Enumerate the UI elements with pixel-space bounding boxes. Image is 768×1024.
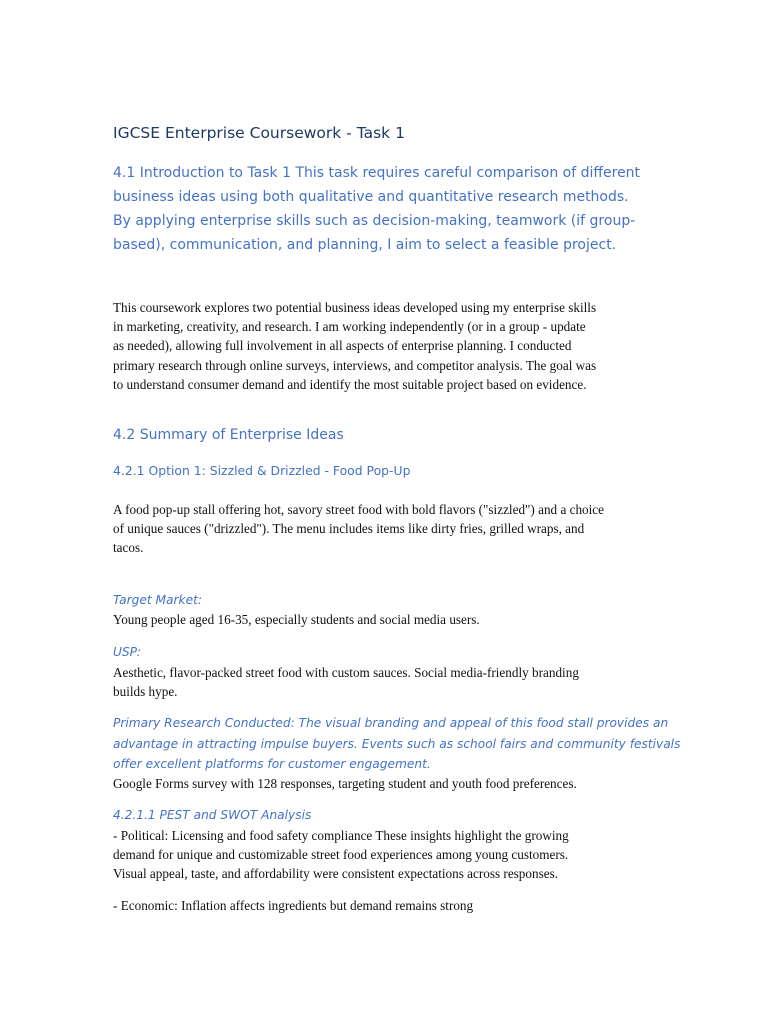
label-text: USP: <box>113 645 141 659</box>
label-line: Primary Research Conducted: The visual branding and appeal of this food stall provides an <box>113 716 669 730</box>
intro-heading-line: By applying enterprise skills such as decision-making, teamwork (if group- <box>113 213 636 229</box>
target-market-text <box>113 610 658 629</box>
label-line: offer excellent platforms for customer engagement. <box>113 757 431 771</box>
paragraph-line: to understand consumer demand and identify the most suitable project based on evidence. <box>113 376 587 392</box>
paragraph-line: A food pop-up stall offering hot, savory street food with bold flavors ("sizzled") and a choice <box>113 502 605 517</box>
paragraph-line: Visual appeal, taste, and affordability were consistent expectations across responses. <box>113 866 558 882</box>
paragraph-line: demand for unique and customizable street food experiences among young customers. <box>113 847 569 863</box>
paragraph-line: This coursework explores two potential business ideas developed using my enterprise skills <box>113 300 597 315</box>
intro-heading-line: 4.1 Introduction to Task 1 This task requires careful comparison of different <box>113 165 641 181</box>
intro-paragraph <box>113 298 658 394</box>
paragraph-line: as needed), allowing full involvement in all aspects of enterprise planning. I conducted <box>113 338 572 354</box>
section-heading: 4.2 Summary of Enterprise Ideas <box>113 427 344 443</box>
paragraph-line: Young people aged 16-35, especially students and social media users. <box>113 612 480 627</box>
label-text: Target Market: <box>113 593 202 607</box>
intro-heading-line: based), communication, and planning, I aim to select a feasible project. <box>113 237 617 253</box>
option-heading: 4.2.1 Option 1: Sizzled & Drizzled - Food Pop-Up <box>113 463 411 478</box>
usp-label <box>113 642 141 663</box>
paragraph-line: tacos. <box>113 540 144 556</box>
paragraph-line: builds hype. <box>113 684 178 700</box>
paragraph-line: - Economic: Inflation affects ingredients but demand remains strong <box>113 898 474 913</box>
primary-research-text <box>113 774 658 793</box>
paragraph-line: Google Forms survey with 128 responses, targeting student and youth food preferences. <box>113 776 577 791</box>
target-market-label <box>113 590 202 611</box>
primary-research-label <box>113 713 680 775</box>
label-line: advantage in attracting impulse buyers. Events such as school fairs and community festivals <box>113 736 681 751</box>
intro-heading <box>113 161 658 257</box>
usp-text <box>113 663 658 701</box>
pest-heading <box>113 805 311 826</box>
paragraph-line: - Political: Licensing and food safety compliance These insights highlight the growing <box>113 828 569 843</box>
paragraph-line: Aesthetic, flavor-packed street food with custom sauces. Social media-friendly branding <box>113 665 579 680</box>
pest-economic <box>113 896 658 915</box>
document-title: IGCSE Enterprise Coursework - Task 1 <box>113 124 405 142</box>
pest-political <box>113 826 658 884</box>
paragraph-line: in marketing, creativity, and research. I am working independently (or in a group - update <box>113 319 586 335</box>
paragraph-line: primary research through online surveys, interviews, and competitor analysis. The goal was <box>113 357 597 373</box>
paragraph-line: of unique sauces ("drizzled"). The menu includes items like dirty fries, grilled wraps, and <box>113 521 585 537</box>
intro-heading-line: business ideas using both qualitative and quantitative research methods. <box>113 189 629 205</box>
label-text: 4.2.1.1 PEST and SWOT Analysis <box>113 808 312 822</box>
option-description <box>113 500 658 558</box>
